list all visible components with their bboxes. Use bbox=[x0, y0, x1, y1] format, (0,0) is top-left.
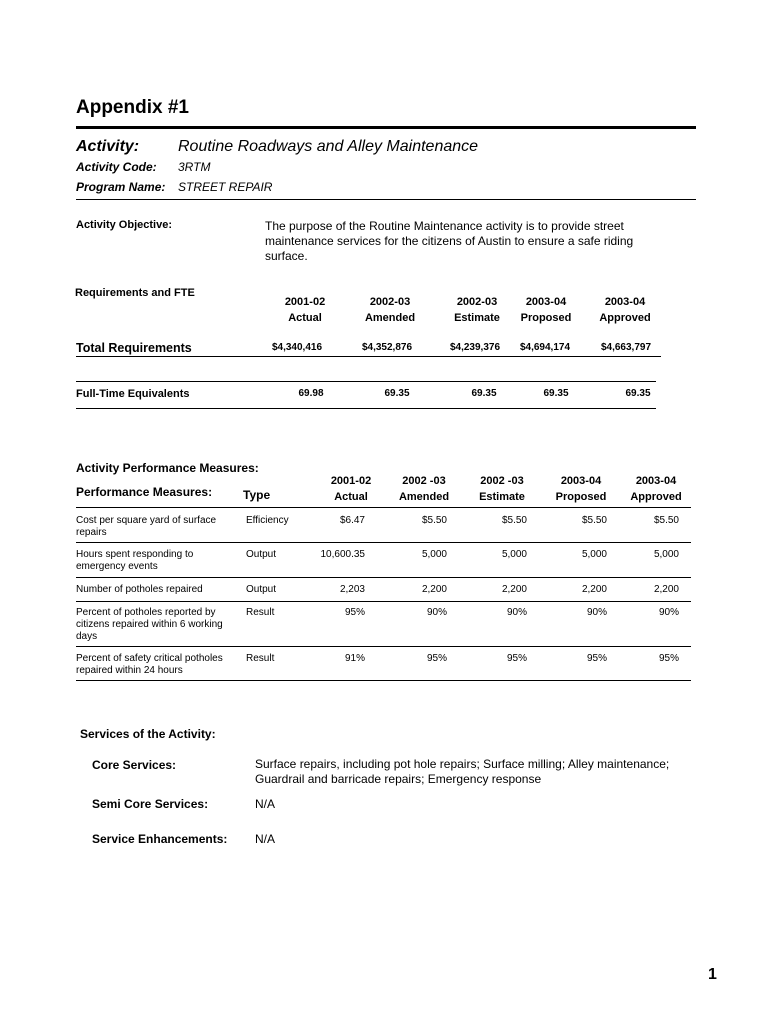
measure-value: 95% bbox=[586, 653, 607, 664]
program-name: STREET REPAIR bbox=[178, 180, 273, 194]
measure-value: $6.47 bbox=[339, 515, 365, 526]
measure-value: 5,000 bbox=[421, 549, 447, 560]
perf-col-type: Estimate bbox=[479, 491, 525, 503]
total-requirements-value: $4,340,416 bbox=[271, 342, 323, 353]
total-requirements-value: $4,239,376 bbox=[449, 342, 501, 353]
perf-col-year: 2003-04 bbox=[560, 475, 602, 487]
measure-line: days bbox=[76, 631, 98, 642]
row-rule bbox=[76, 542, 691, 543]
measure-value: 95% bbox=[658, 653, 679, 664]
req-col-year: 2003-04 bbox=[525, 296, 567, 308]
fte-value: 69.35 bbox=[625, 388, 651, 399]
req-col-header bbox=[590, 294, 660, 326]
measure-value: 5,000 bbox=[581, 549, 607, 560]
service-enhancements-label: Service Enhancements: bbox=[92, 832, 228, 846]
measure-line: repairs bbox=[76, 527, 107, 538]
total-requirements-rule bbox=[76, 356, 661, 357]
req-col-type: Amended bbox=[364, 312, 416, 324]
measure-value: $5.50 bbox=[421, 515, 447, 526]
core-services-text bbox=[255, 757, 669, 787]
requirements-label: Requirements and FTE bbox=[75, 287, 195, 299]
objective-label: Activity Objective: bbox=[76, 219, 172, 231]
performance-section-label: Activity Performance Measures: bbox=[76, 461, 259, 475]
measure-line: Hours spent responding to bbox=[76, 549, 194, 560]
fte-label: Full-Time Equivalents bbox=[76, 388, 190, 400]
req-col-header bbox=[270, 294, 340, 326]
measure-name bbox=[76, 653, 223, 677]
perf-col-header bbox=[620, 473, 692, 505]
semi-core-services-label: Semi Core Services: bbox=[92, 797, 209, 811]
semi-core-services-value: N/A bbox=[255, 797, 276, 811]
measure-type: Output bbox=[246, 549, 277, 560]
fte-bottom-rule bbox=[76, 408, 656, 409]
measure-name bbox=[76, 549, 193, 573]
measure-type: Output bbox=[246, 584, 277, 595]
row-rule bbox=[76, 601, 691, 602]
fte-top-rule bbox=[76, 381, 656, 382]
row-rule bbox=[76, 577, 691, 578]
measure-value: 90% bbox=[426, 607, 447, 618]
measure-value: 95% bbox=[344, 607, 365, 618]
measure-value: 2,200 bbox=[653, 584, 679, 595]
activity-code: 3RTM bbox=[178, 160, 211, 174]
measure-value: $5.50 bbox=[501, 515, 527, 526]
measure-line: Cost per square yard of surface bbox=[76, 515, 217, 526]
measure-name bbox=[76, 584, 203, 596]
perf-col-type: Amended bbox=[398, 491, 450, 503]
core-services-line: Guardrail and barricade repairs; Emergency response bbox=[255, 772, 542, 786]
perf-col-type: Actual bbox=[334, 491, 368, 503]
total-requirements-value: $4,663,797 bbox=[600, 342, 652, 353]
measure-line: emergency events bbox=[76, 561, 158, 572]
measure-value: 90% bbox=[586, 607, 607, 618]
measure-value: 2,200 bbox=[421, 584, 447, 595]
measure-value: $5.50 bbox=[581, 515, 607, 526]
measure-value: 2,200 bbox=[581, 584, 607, 595]
activity-label: Activity: bbox=[76, 138, 140, 155]
measure-line: Percent of safety critical potholes bbox=[76, 653, 223, 664]
title-rule bbox=[76, 126, 696, 129]
measure-name bbox=[76, 607, 223, 643]
objective-text bbox=[265, 219, 633, 264]
measure-value: 90% bbox=[506, 607, 527, 618]
measure-value: 2,203 bbox=[339, 584, 365, 595]
activity-name: Routine Roadways and Alley Maintenance bbox=[178, 138, 479, 155]
measure-line: repaired within 24 hours bbox=[76, 665, 183, 676]
perf-col-type: Approved bbox=[630, 491, 682, 503]
measure-line: Percent of potholes reported by bbox=[76, 607, 216, 618]
measure-value: 95% bbox=[506, 653, 527, 664]
objective-line: The purpose of the Routine Maintenance activity is to provide street bbox=[265, 219, 624, 233]
perf-col-header bbox=[466, 473, 538, 505]
measure-type: Efficiency bbox=[246, 515, 289, 526]
perf-col-header bbox=[315, 473, 387, 505]
req-col-year: 2003-04 bbox=[604, 296, 646, 308]
page-number: 1 bbox=[708, 966, 717, 983]
measure-value: 5,000 bbox=[653, 549, 679, 560]
req-col-header bbox=[355, 294, 425, 326]
page-title: Appendix #1 bbox=[76, 97, 189, 118]
perf-col-year: 2002 -03 bbox=[402, 475, 446, 487]
measure-type: Result bbox=[246, 653, 275, 664]
fte-value: 69.35 bbox=[471, 388, 497, 399]
measure-value: 2,200 bbox=[501, 584, 527, 595]
req-col-header bbox=[442, 294, 512, 326]
fte-value: 69.35 bbox=[543, 388, 569, 399]
measure-line: citizens repaired within 6 working bbox=[76, 619, 223, 630]
perf-col-year: 2002 -03 bbox=[480, 475, 524, 487]
perf-col-header bbox=[388, 473, 460, 505]
total-requirements-value: $4,352,876 bbox=[361, 342, 413, 353]
req-col-type: Approved bbox=[599, 312, 651, 324]
req-col-type: Actual bbox=[288, 312, 322, 324]
perf-col-header bbox=[545, 473, 617, 505]
row-rule bbox=[76, 646, 691, 647]
measure-type: Result bbox=[246, 607, 275, 618]
perf-col-year: 2001-02 bbox=[330, 475, 372, 487]
core-services-label: Core Services: bbox=[92, 758, 177, 772]
measure-value: 5,000 bbox=[501, 549, 527, 560]
req-col-type: Estimate bbox=[454, 312, 500, 324]
performance-header-rule bbox=[76, 507, 691, 508]
req-col-year: 2002-03 bbox=[456, 296, 498, 308]
req-col-type: Proposed bbox=[520, 312, 572, 324]
req-col-year: 2001-02 bbox=[284, 296, 326, 308]
measure-line: Number of potholes repaired bbox=[76, 584, 203, 595]
service-enhancements-value: N/A bbox=[255, 832, 276, 846]
performance-measures-label: Performance Measures: bbox=[76, 485, 213, 499]
measure-value: 91% bbox=[344, 653, 365, 664]
core-services-line: Surface repairs, including pot hole repairs; Surface milling; Alley maintenance; bbox=[255, 757, 670, 771]
total-requirements-label: Total Requirements bbox=[76, 341, 192, 355]
total-requirements-value: $4,694,174 bbox=[519, 342, 571, 353]
measure-value: 90% bbox=[658, 607, 679, 618]
measure-name bbox=[76, 515, 216, 539]
measure-value: $5.50 bbox=[653, 515, 679, 526]
type-column-label: Type bbox=[243, 488, 271, 502]
header-rule bbox=[76, 199, 696, 200]
req-col-year: 2002-03 bbox=[369, 296, 411, 308]
measure-value: 10,600.35 bbox=[320, 549, 365, 560]
objective-line: surface. bbox=[265, 249, 308, 263]
services-section-label: Services of the Activity: bbox=[80, 727, 216, 741]
objective-line: maintenance services for the citizens of Austin to ensure a safe riding bbox=[265, 234, 634, 248]
activity-code-label: Activity Code: bbox=[76, 160, 157, 174]
row-rule bbox=[76, 680, 691, 681]
fte-value: 69.35 bbox=[384, 388, 410, 399]
program-name-label: Program Name: bbox=[76, 180, 166, 194]
fte-value: 69.98 bbox=[298, 388, 324, 399]
perf-col-type: Proposed bbox=[555, 491, 607, 503]
measure-value: 95% bbox=[426, 653, 447, 664]
req-col-header bbox=[511, 294, 581, 326]
perf-col-year: 2003-04 bbox=[635, 475, 677, 487]
